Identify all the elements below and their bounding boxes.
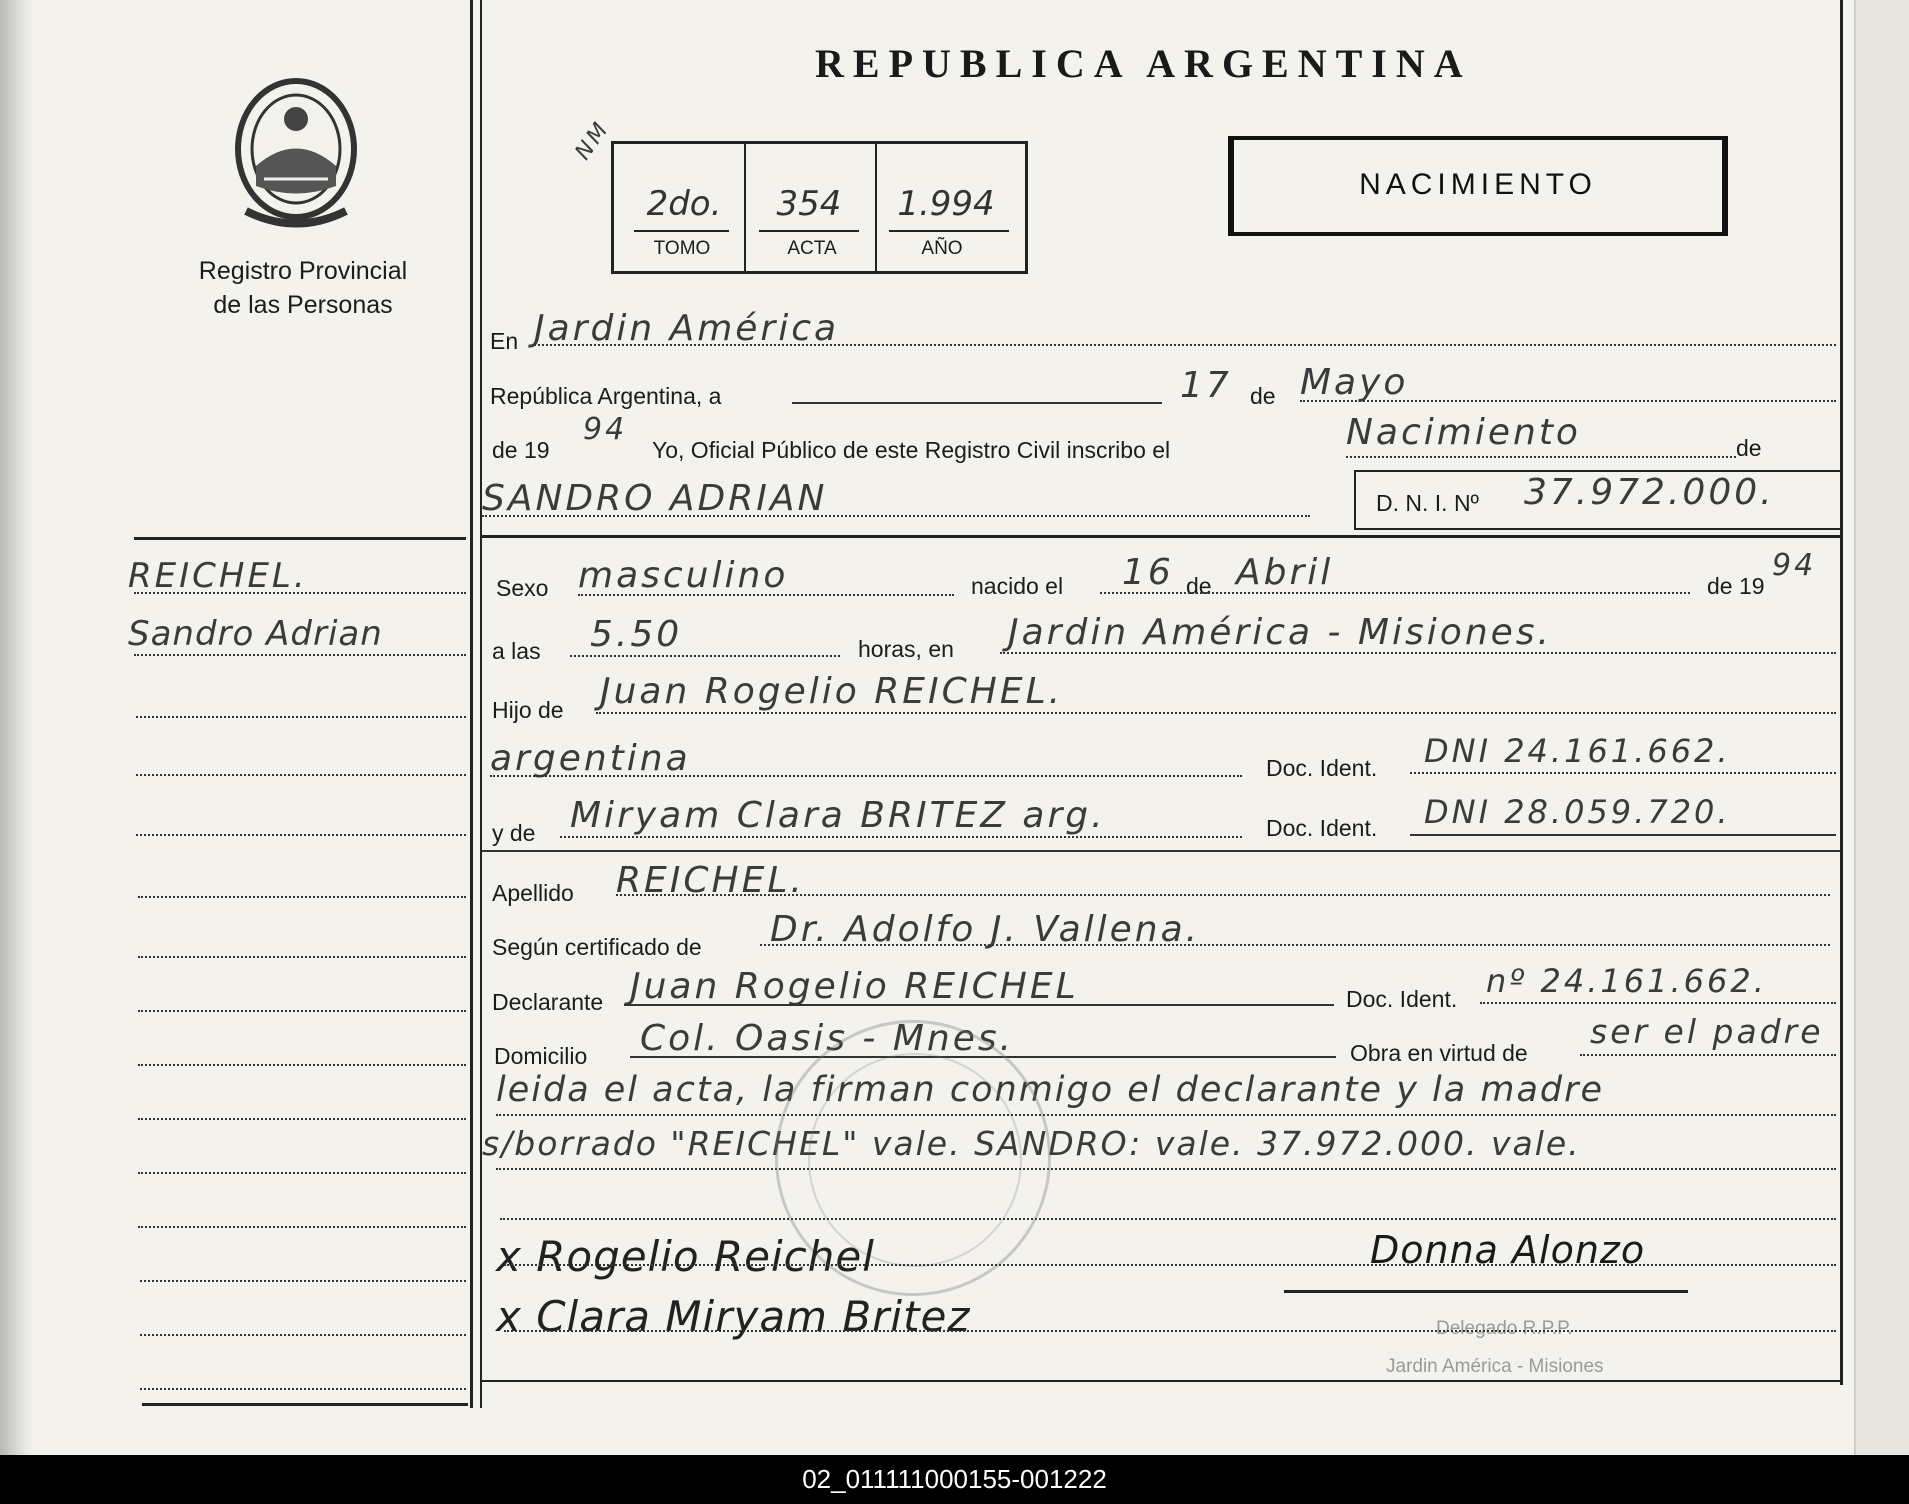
ano-label: AÑO xyxy=(921,238,963,259)
note-line-2: s/borrado "REICHEL" vale. SANDRO: vale. 37.972.000. vale. xyxy=(482,1124,1581,1163)
margin-dotted-line xyxy=(138,1010,466,1012)
margin-given-names: Sandro Adrian xyxy=(128,614,383,654)
margin-dotted-line xyxy=(138,1064,466,1066)
obra-dotted-line xyxy=(1580,1054,1836,1056)
certificado-value: Dr. Adolfo J. Vallena. xyxy=(770,909,1201,950)
father-name: Juan Rogelio REICHEL. xyxy=(600,671,1064,712)
nationality-dotted-line xyxy=(490,775,1242,777)
margin-dotted-line xyxy=(140,1388,466,1390)
date-underline xyxy=(792,402,1162,404)
domicilio-value: Col. Oasis - Mnes. xyxy=(640,1018,1015,1059)
signature-line xyxy=(1284,1290,1688,1293)
signature-official: Donna Alonzo xyxy=(1370,1228,1646,1272)
mother-doc: DNI 28.059.720. xyxy=(1424,793,1731,831)
inscribo-value: Nacimiento xyxy=(1346,412,1581,453)
apellido-value: REICHEL. xyxy=(616,860,805,901)
act-type: NACIMIENTO xyxy=(1359,168,1597,201)
margin-dotted-line xyxy=(138,956,466,958)
dni-box xyxy=(1354,470,1842,530)
note-1-dotted-line xyxy=(496,1114,1836,1116)
father-doc-label: Doc. Ident. xyxy=(1266,755,1378,781)
body-bottom-rule xyxy=(482,1380,1840,1382)
alas-label: a las xyxy=(492,638,541,664)
hour-value: 5.50 xyxy=(590,614,683,655)
cell-underline xyxy=(889,230,1009,232)
page-edge xyxy=(1854,0,1909,1455)
signature-dotted-line-1 xyxy=(504,1264,1836,1266)
obra-value: ser el padre xyxy=(1590,1012,1824,1051)
body-section-rule xyxy=(482,535,1840,538)
signature-dotted-line-2 xyxy=(504,1330,1836,1332)
day-value: 17 xyxy=(1180,365,1232,406)
birth-de-label: de xyxy=(1186,573,1212,599)
margin-dotted-line xyxy=(136,834,466,836)
cell-divider xyxy=(744,144,746,271)
note-line-1: leida el acta, la firman conmigo el declarante y la madre xyxy=(496,1070,1605,1110)
margin-dotted-line xyxy=(136,774,466,776)
birth-dotted-line xyxy=(1100,592,1690,594)
binding-shadow xyxy=(0,0,34,1455)
declarante-doc: nº 24.161.662. xyxy=(1486,962,1767,1000)
hour-dotted-line xyxy=(570,655,840,657)
section-underline xyxy=(482,850,1840,852)
de-label-2: de xyxy=(1736,435,1762,461)
scan-id-bar xyxy=(0,1455,1909,1504)
hijo-label: Hijo de xyxy=(492,697,564,723)
margin-dotted-line xyxy=(134,654,466,656)
sexo-dotted-line xyxy=(578,594,954,596)
margin-dotted-line xyxy=(134,592,466,594)
margin-surname: REICHEL. xyxy=(128,556,308,596)
cell-divider xyxy=(875,144,877,271)
acta-label: ACTA xyxy=(787,238,837,259)
tomo-label: TOMO xyxy=(653,238,711,259)
en-value: Jardin América xyxy=(534,308,840,349)
signature-father: x Rogelio Reichel xyxy=(496,1232,875,1281)
margin-dotted-line xyxy=(138,896,466,898)
father-dotted-line xyxy=(596,712,1836,714)
note-2-dotted-line xyxy=(496,1168,1836,1170)
apellido-dotted-line xyxy=(616,894,1830,896)
birth-year-prefix: de 19 xyxy=(1707,573,1765,599)
en-dotted-line xyxy=(534,344,1836,346)
margin-top-rule xyxy=(134,537,466,540)
month-dotted-line xyxy=(1300,400,1836,402)
blank-dotted-line xyxy=(500,1218,1836,1220)
cell-underline xyxy=(759,230,859,232)
mother-dotted-line xyxy=(560,836,1242,838)
person-name: SANDRO ADRIAN xyxy=(482,478,828,519)
apellido-label: Apellido xyxy=(492,880,574,906)
acta-value: 354 xyxy=(776,184,842,224)
certificado-dotted-line xyxy=(760,944,1830,946)
inscribo-dotted-line xyxy=(1346,456,1736,458)
de-label: de xyxy=(1250,383,1276,409)
dni-value: 37.972.000. xyxy=(1524,472,1775,513)
declarante-doc-dotted-line xyxy=(1480,1002,1836,1004)
birth-day: 16 xyxy=(1122,552,1174,593)
mother-doc-label: Doc. Ident. xyxy=(1266,815,1378,841)
right-border xyxy=(1840,0,1843,1385)
sexo-value: masculino xyxy=(578,555,789,596)
mother-name: Miryam Clara BRITEZ arg. xyxy=(570,795,1106,836)
column-divider-inner xyxy=(480,0,482,1408)
margin-dotted-line xyxy=(140,1280,466,1282)
en-label: En xyxy=(490,328,519,354)
country-title: REPUBLICA ARGENTINA xyxy=(815,41,1472,86)
record-box xyxy=(611,141,1028,274)
margin-dotted-line xyxy=(138,1226,466,1228)
birth-place: Jardin América - Misiones. xyxy=(1008,612,1552,653)
birth-month: Abril xyxy=(1236,552,1334,593)
act-type-box xyxy=(1228,136,1728,236)
year-value: 94 xyxy=(583,412,628,447)
ano-value: 1.994 xyxy=(897,184,995,224)
sexo-label: Sexo xyxy=(496,575,549,601)
registry-name xyxy=(168,254,438,322)
father-doc-dotted-line xyxy=(1410,772,1836,774)
margin-dotted-line xyxy=(138,1118,466,1120)
month-value: Mayo xyxy=(1300,362,1409,403)
yo-text: Yo, Oficial Público de este Registro Civil inscribo el xyxy=(652,437,1171,463)
scan-id: 02_011111000155-001222 xyxy=(802,1464,1107,1494)
declarante-underline xyxy=(624,1004,1334,1006)
name-dotted-line xyxy=(482,515,1310,517)
margin-dotted-line xyxy=(136,716,466,718)
official-place: Jardin América - Misiones xyxy=(1386,1356,1604,1377)
year-prefix: de 19 xyxy=(492,437,550,463)
province-seal-icon xyxy=(226,71,366,231)
tomo-value: 2do. xyxy=(646,184,722,224)
declarante-label: Declarante xyxy=(492,989,604,1015)
obra-label: Obra en virtud de xyxy=(1350,1040,1528,1066)
domicilio-label: Domicilio xyxy=(494,1043,588,1069)
declarante-doc-label: Doc. Ident. xyxy=(1346,986,1458,1012)
declarante-value: Juan Rogelio REICHEL xyxy=(630,966,1079,1007)
nacido-label: nacido el xyxy=(971,573,1064,599)
official-title: Delegado R.P.P. xyxy=(1436,1318,1573,1339)
dni-label: D. N. I. Nº xyxy=(1376,490,1479,516)
yde-label: y de xyxy=(492,820,536,846)
father-nationality: argentina xyxy=(490,738,691,779)
certificado-label: Según certificado de xyxy=(492,934,702,960)
father-doc: DNI 24.161.662. xyxy=(1424,732,1731,770)
margin-initials: NM xyxy=(570,116,615,165)
mother-doc-underline xyxy=(1410,834,1836,836)
place-dotted-line xyxy=(1000,652,1836,654)
registry-line-2: de las Personas xyxy=(213,291,393,319)
cell-underline xyxy=(634,230,729,232)
signature-mother: x Clara Miryam Britez xyxy=(496,1292,971,1341)
margin-dotted-line xyxy=(138,1172,466,1174)
republica-label: República Argentina, a xyxy=(490,383,722,409)
column-divider xyxy=(470,0,473,1408)
margin-dotted-line xyxy=(140,1334,466,1336)
horas-label: horas, en xyxy=(858,636,954,662)
registry-line-1: Registro Provincial xyxy=(198,257,408,285)
margin-bottom-rule xyxy=(142,1403,468,1406)
birth-year: 94 xyxy=(1772,548,1817,583)
